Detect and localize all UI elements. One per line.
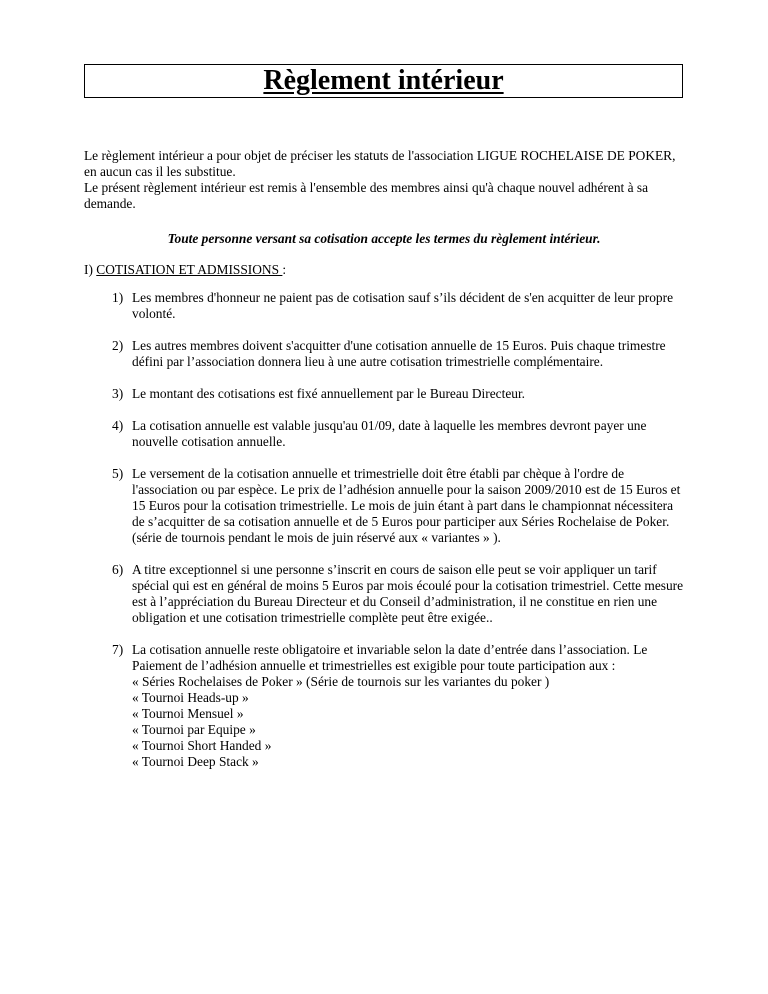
item-text: Les autres membres doivent s'acquitter d'une cotisation annuelle de 15 Euros. Puis chaque trimestre défini par l’association donnera lieu à une autre cotisation trimestrielle complémentaire. bbox=[132, 338, 666, 369]
tournament-series: « Séries Rochelaises de Poker » (Série de tournois sur les variantes du poker ) bbox=[132, 674, 550, 689]
item-number: 2) bbox=[112, 338, 124, 353]
item-number: 5) bbox=[112, 466, 124, 481]
rules-list bbox=[84, 290, 684, 786]
section-number: I) bbox=[84, 262, 93, 277]
tournament-monthly: « Tournoi Mensuel » bbox=[132, 706, 244, 721]
item-number: 1) bbox=[112, 290, 124, 305]
tournament-heads-up: « Tournoi Heads-up » bbox=[132, 690, 249, 705]
item-number: 4) bbox=[112, 418, 124, 433]
tournament-team: « Tournoi par Equipe » bbox=[132, 722, 256, 737]
item-text: Le montant des cotisations est fixé annuellement par le Bureau Directeur. bbox=[132, 386, 526, 401]
intro-paragraph-2: Le présent règlement intérieur est remis à l'ensemble des membres ainsi qu'à chaque nouvel adhérent à sa demande. bbox=[84, 180, 649, 211]
intro-paragraph-1: Le règlement intérieur a pour objet de préciser les statuts de l'association LIGUE ROCHELAISE DE POKER, en aucun cas il les substitue. bbox=[84, 148, 676, 179]
list-item bbox=[84, 466, 684, 546]
item-text: La cotisation annuelle reste obligatoire et invariable selon la date d’entrée dans l’association. Le Paiement de l’adhésion annuelle et trimestrielles est exigible pour toute participation aux : bbox=[132, 642, 648, 673]
item-number: 3) bbox=[112, 386, 124, 401]
title-box bbox=[84, 64, 683, 98]
tournament-short-handed: « Tournoi Short Handed » bbox=[132, 738, 272, 753]
list-item bbox=[84, 418, 684, 450]
page-title: Règlement intérieur bbox=[263, 65, 504, 96]
item-number: 7) bbox=[112, 642, 124, 657]
item-text: Le versement de la cotisation annuelle et trimestrielle doit être établi par chèque à l'ordre de l'association ou par espèce. Le prix de l’adhésion annuelle pour la saison 2009/2010 est de 15 Euros et 15 Euros pour la cotisation trimestrielle. Le mois de juin étant à part dans le championnat nécessitera de s’acquitter de sa cotisation annuelle et de 5 Euros pour participer aux Séries Rochelaise de Poker. (série de tournois pendant le mois de juin réservé aux « variantes » ). bbox=[132, 466, 681, 545]
section-heading bbox=[84, 262, 286, 278]
item-text: La cotisation annuelle est valable jusqu'au 01/09, date à laquelle les membres devront payer une nouvelle cotisation annuelle. bbox=[132, 418, 647, 449]
list-item bbox=[84, 290, 684, 322]
section-title: COTISATION ET ADMISSIONS bbox=[96, 262, 283, 277]
item-text: A titre exceptionnel si une personne s’inscrit en cours de saison elle peut se voir appliquer un tarif spécial qui est en général de moins 5 Euros par mois écoulé pour la cotisation trimestriel. Cette mesure est à l’appréciation du Bureau Directeur et du Conseil d’administration, il ne constitue en rien une obligation et une cotisation trimestrielle complète peut être exigée.. bbox=[132, 562, 684, 625]
notice: Toute personne versant sa cotisation accepte les termes du règlement intérieur. bbox=[167, 231, 601, 246]
list-item bbox=[84, 562, 684, 626]
intro bbox=[84, 148, 684, 212]
list-item bbox=[84, 386, 684, 402]
list-item bbox=[84, 338, 684, 370]
item-body bbox=[132, 642, 684, 770]
tournament-deep-stack: « Tournoi Deep Stack » bbox=[132, 754, 259, 769]
section-suffix: : bbox=[282, 262, 287, 277]
list-item bbox=[84, 642, 684, 770]
item-number: 6) bbox=[112, 562, 124, 577]
item-text: Les membres d'honneur ne paient pas de cotisation sauf s’ils décident de s'en acquitter de leur propre volonté. bbox=[132, 290, 674, 321]
